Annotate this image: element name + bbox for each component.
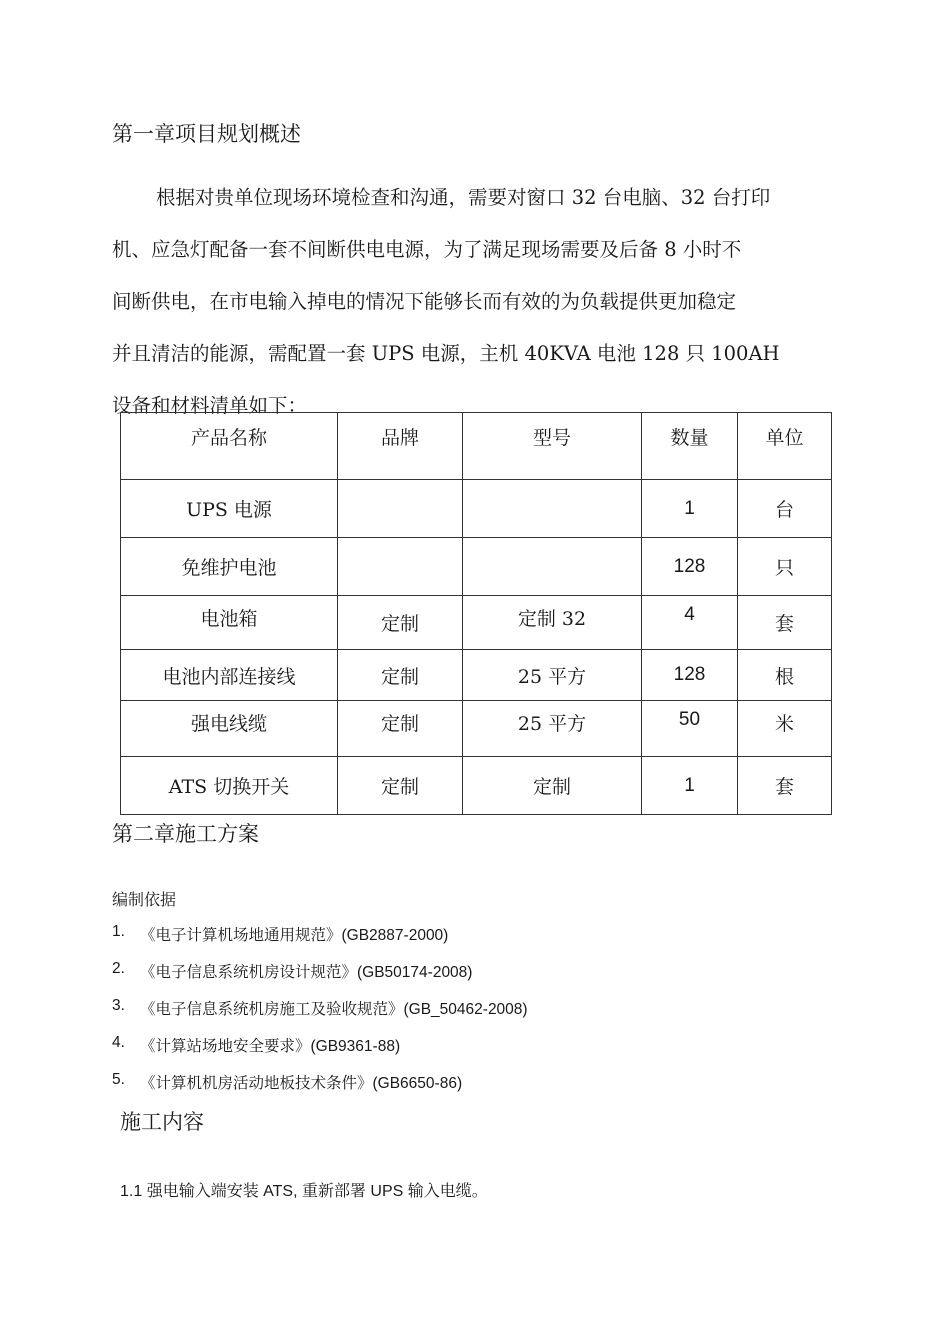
cell-brand: 定制 — [338, 757, 463, 815]
header-product-name: 产品名称 — [121, 413, 338, 480]
cell-brand: 定制 — [338, 650, 463, 701]
equipment-table — [120, 412, 832, 815]
cell-brand — [338, 538, 463, 596]
table-row — [121, 757, 832, 815]
list-item-text: 《电子信息系统机房设计规范》(GB50174-2008) — [140, 964, 473, 981]
header-unit: 单位 — [738, 413, 832, 480]
cell-unit: 根 — [738, 650, 832, 701]
cell-unit: 台 — [738, 480, 832, 538]
cell-model — [463, 480, 642, 538]
content-heading: 施工内容 — [120, 1110, 204, 1134]
table-header-row — [121, 413, 832, 480]
cell-brand — [338, 480, 463, 538]
cell-unit: 套 — [738, 596, 832, 650]
paragraph-line: 机、应急灯配备一套不间断供电电源，为了满足现场需要及后备 8 小时不 — [112, 238, 742, 261]
table-row — [121, 701, 832, 757]
cell-product-name: 电池内部连接线 — [121, 650, 338, 701]
cell-product-name: 电池箱 — [121, 596, 338, 650]
list-item-number: 4. — [112, 1034, 125, 1051]
chapter2-title: 第二章施工方案 — [112, 822, 259, 846]
list-item-number: 5. — [112, 1071, 125, 1088]
cell-brand: 定制 — [338, 596, 463, 650]
cell-unit: 套 — [738, 757, 832, 815]
list-item-text: 《计算机机房活动地板技术条件》(GB6650-86) — [140, 1075, 463, 1092]
list-item-text: 《电子计算机场地通用规范》(GB2887-2000) — [140, 927, 449, 944]
cell-quantity: 128 — [642, 538, 738, 596]
paragraph-line: 根据对贵单位现场环境检查和沟通，需要对窗口 32 台电脑、32 台打印 — [156, 186, 771, 209]
header-quantity: 数量 — [642, 413, 738, 480]
header-model: 型号 — [463, 413, 642, 480]
paragraph-line: 间断供电，在市电输入掉电的情况下能够长而有效的为负载提供更加稳定 — [112, 290, 737, 313]
cell-brand: 定制 — [338, 701, 463, 757]
cell-quantity: 128 — [642, 650, 738, 701]
cell-unit: 米 — [738, 701, 832, 757]
cell-model: 25 平方 — [463, 650, 642, 701]
chapter1-paragraph — [112, 172, 852, 380]
content-item: 1.1 强电输入端安装 ATS, 重新部署 UPS 输入电缆。 — [120, 1183, 488, 1200]
cell-quantity: 4 — [642, 596, 738, 650]
table-row — [121, 538, 832, 596]
table-row — [121, 650, 832, 701]
cell-model: 25 平方 — [463, 701, 642, 757]
list-intro: 设备和材料清单如下： — [112, 394, 308, 417]
cell-product-name: 免维护电池 — [121, 538, 338, 596]
cell-model — [463, 538, 642, 596]
table-row — [121, 596, 832, 650]
paragraph-line: 并且清洁的能源，需配置一套 UPS 电源，主机 40KVA 电池 128 只 100AH — [112, 342, 780, 365]
basis-heading: 编制依据 — [112, 892, 177, 909]
list-item-number: 2. — [112, 960, 125, 977]
cell-quantity: 50 — [642, 701, 738, 757]
list-item-text: 《电子信息系统机房施工及验收规范》(GB_50462-2008) — [140, 1001, 528, 1018]
list-item-number: 3. — [112, 997, 125, 1014]
cell-model: 定制 32 — [463, 596, 642, 650]
table-row — [121, 480, 832, 538]
cell-product-name: UPS 电源 — [121, 480, 338, 538]
cell-product-name: 强电线缆 — [121, 701, 338, 757]
header-brand: 品牌 — [338, 413, 463, 480]
cell-quantity: 1 — [642, 480, 738, 538]
chapter1-title: 第一章项目规划概述 — [112, 122, 301, 146]
list-item-number: 1. — [112, 923, 125, 940]
cell-product-name: ATS 切换开关 — [121, 757, 338, 815]
cell-unit: 只 — [738, 538, 832, 596]
cell-quantity: 1 — [642, 757, 738, 815]
cell-model: 定制 — [463, 757, 642, 815]
list-item-text: 《计算站场地安全要求》(GB9361-88) — [140, 1038, 401, 1055]
